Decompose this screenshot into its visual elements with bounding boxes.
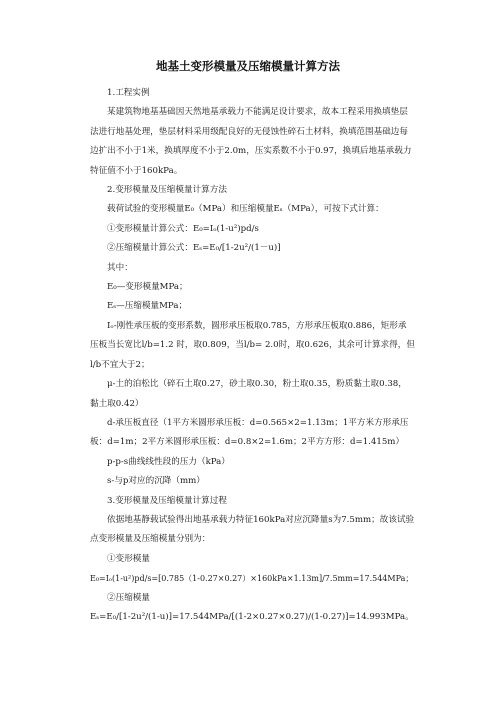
definition-e0: E₀—变形模量MPa； [107, 282, 188, 293]
paragraph-test-result: 依据地基静载试验得出地基承载力特征160kPa对应沉降量s为7.5mm；故该试验点变形模量及压缩模量分别为： [90, 514, 415, 545]
definition-p: p-p-s曲线线性段的压力（kPa） [107, 456, 230, 467]
subheading-compression-modulus: ②压缩模量 [107, 592, 150, 603]
document-title: 地基土变形模量及压缩模量计算方法 [156, 59, 340, 73]
definition-d: d-承压板直径（1平方米圆形承压板：d=0.565×2=1.13m；1平方米方形承压板：d=1m；2平方米圆形承压板：d=0.8×2=1.6m；2平方方形：d=1.415m） [90, 417, 409, 448]
definition-es: Eₛ—压缩模量MPa； [107, 301, 188, 312]
section-heading-1: 1.工程实例 [107, 88, 150, 98]
definition-s: s-与p对应的沉降（mm） [107, 476, 205, 487]
formula-compression-modulus: ②压缩模量计算公式：Eₛ=E₀/[1-2u²/(1－u)] [107, 243, 281, 254]
calculation-deformation-modulus: E₀=Iₒ(1-u²)pd/s=[0.785（1-0.27×0.27）×160kPa×1.13m]/7.5mm=17.544MPa； [90, 574, 414, 584]
paragraph-project-description: 某建筑物地基基础因天然地基承载力不能满足设计要求，故本工程采用换填垫层法进行地基处理，垫层材料采用级配良好的无侵蚀性碎石土材料，换填范围基础边每边扩出不小于1米，换填厚度不小于2.0m，压实系数不小于0.97，换填后地基承载力特征值不小于160kPa。 [90, 107, 412, 176]
where-label: 其中： [107, 262, 133, 273]
section-heading-3: 3.变形模量及压缩模量计算过程 [107, 495, 227, 506]
document-body [90, 84, 415, 627]
definition-poisson: μ-土的泊松比（碎石土取0.27，砂土取0.30，粉土取0.35，粉质黏土取0.38，黏土取0.42） [90, 379, 407, 409]
subheading-deformation-modulus: ①变形模量 [107, 553, 150, 564]
section-heading-2: 2.变形模量及压缩模量计算方法 [107, 185, 227, 196]
calculation-compression-modulus: Eₛ=E₀/[1-2u²/(1-u)]=17.544MPa/[(1-2×0.27×0.27)/(1-0.27)]=14.993MPa。 [90, 611, 414, 622]
definition-io: Iₒ-刚性承压板的变形系数，圆形承压板取0.785，方形承压板取0.886，矩形承压板当长宽比l/b=1.2 时，取0.809，当l/b= 2.0时，取0.626，其余可计算求得，但l/b不宜大于2； [90, 320, 415, 370]
formula-deformation-modulus: ①变形模量计算公式：E₀=Iₒ(1-u²)pd/s [107, 223, 259, 234]
paragraph-formula-intro: 载荷试验的变形模量E₀（MPa）和压缩模量Eₛ（MPa），可按下式计算： [107, 204, 384, 215]
